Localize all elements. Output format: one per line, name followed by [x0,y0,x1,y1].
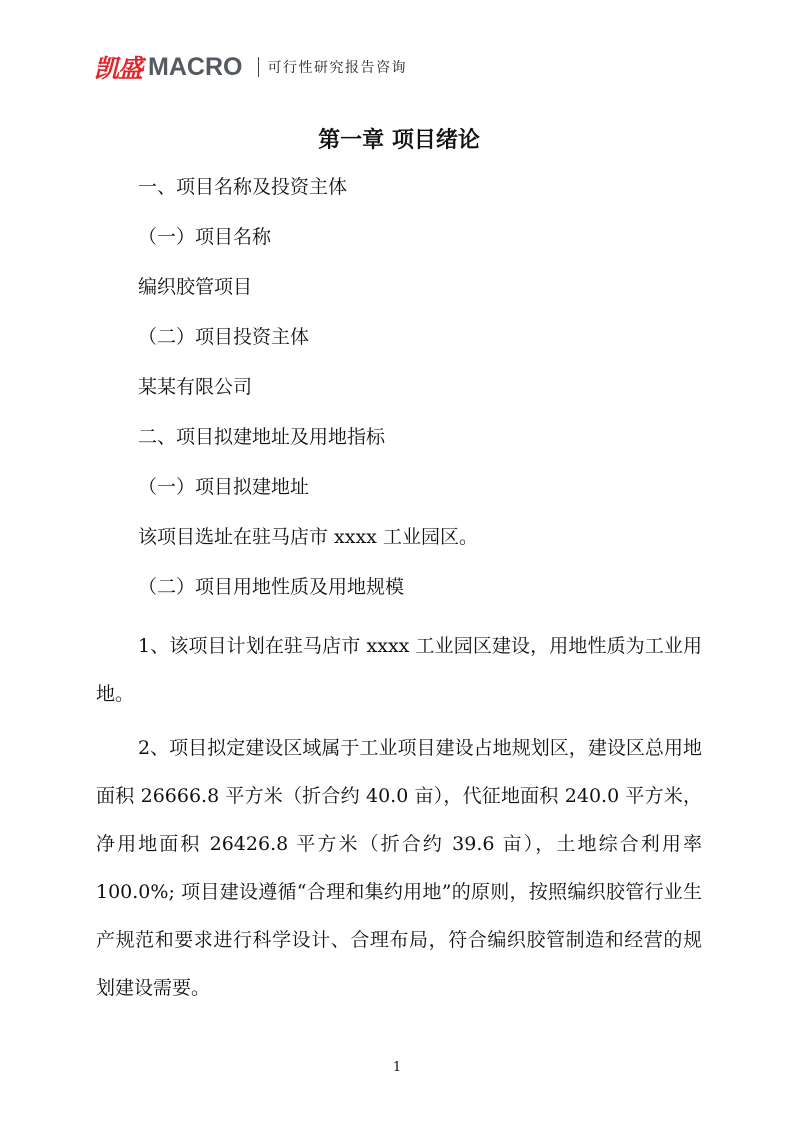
chapter-title: 第一章 项目绪论 [318,127,480,153]
land-use-paragraph-1: 1、该项目计划在驻马店市 xxxx 工业园区建设，用地性质为工业用地。 [96,635,702,705]
subsection-investor: （二）项目投资主体 [138,326,310,348]
header-tagline: 可行性研究报告咨询 [267,60,407,76]
logo-english-text: MACRO [148,52,243,81]
subsection-site-address: （一）项目拟建地址 [138,476,310,498]
page-header [94,50,407,84]
company-logo [94,49,242,85]
document-body [96,118,702,1012]
section-heading-1: 一、项目名称及投资主体 [138,176,348,198]
header-divider [258,57,259,77]
subsection-land-use: （二）项目用地性质及用地规模 [138,576,405,598]
investor-text: 某某有限公司 [138,376,253,398]
site-address-text: 该项目选址在驻马店市 xxxx 工业园区。 [138,526,478,548]
project-name-text: 编织胶管项目 [138,276,253,298]
land-use-paragraph-2: 2、项目拟定建设区域属于工业项目建设占地规划区，建设区总用地面积 26666.8 平方米（折合约 40.0 亩），代征地面积 240.0 平方米，净用地面积 26426.8 平方米（折合约 39.6 亩），土地综合利用率 100.0%; 项目建设遵循“合理和集约用地”的原则，按照编织胶管行业生产规范和要求进行科学设计、合理布局，符合编织胶管制造和经营的规划建设需要。 [96,737,702,999]
page-number: 1 [392,1060,402,1075]
section-heading-2: 二、项目拟建地址及用地指标 [138,426,386,448]
subsection-project-name: （一）项目名称 [138,226,272,248]
logo-chinese-text: 凯盛 [94,54,143,83]
